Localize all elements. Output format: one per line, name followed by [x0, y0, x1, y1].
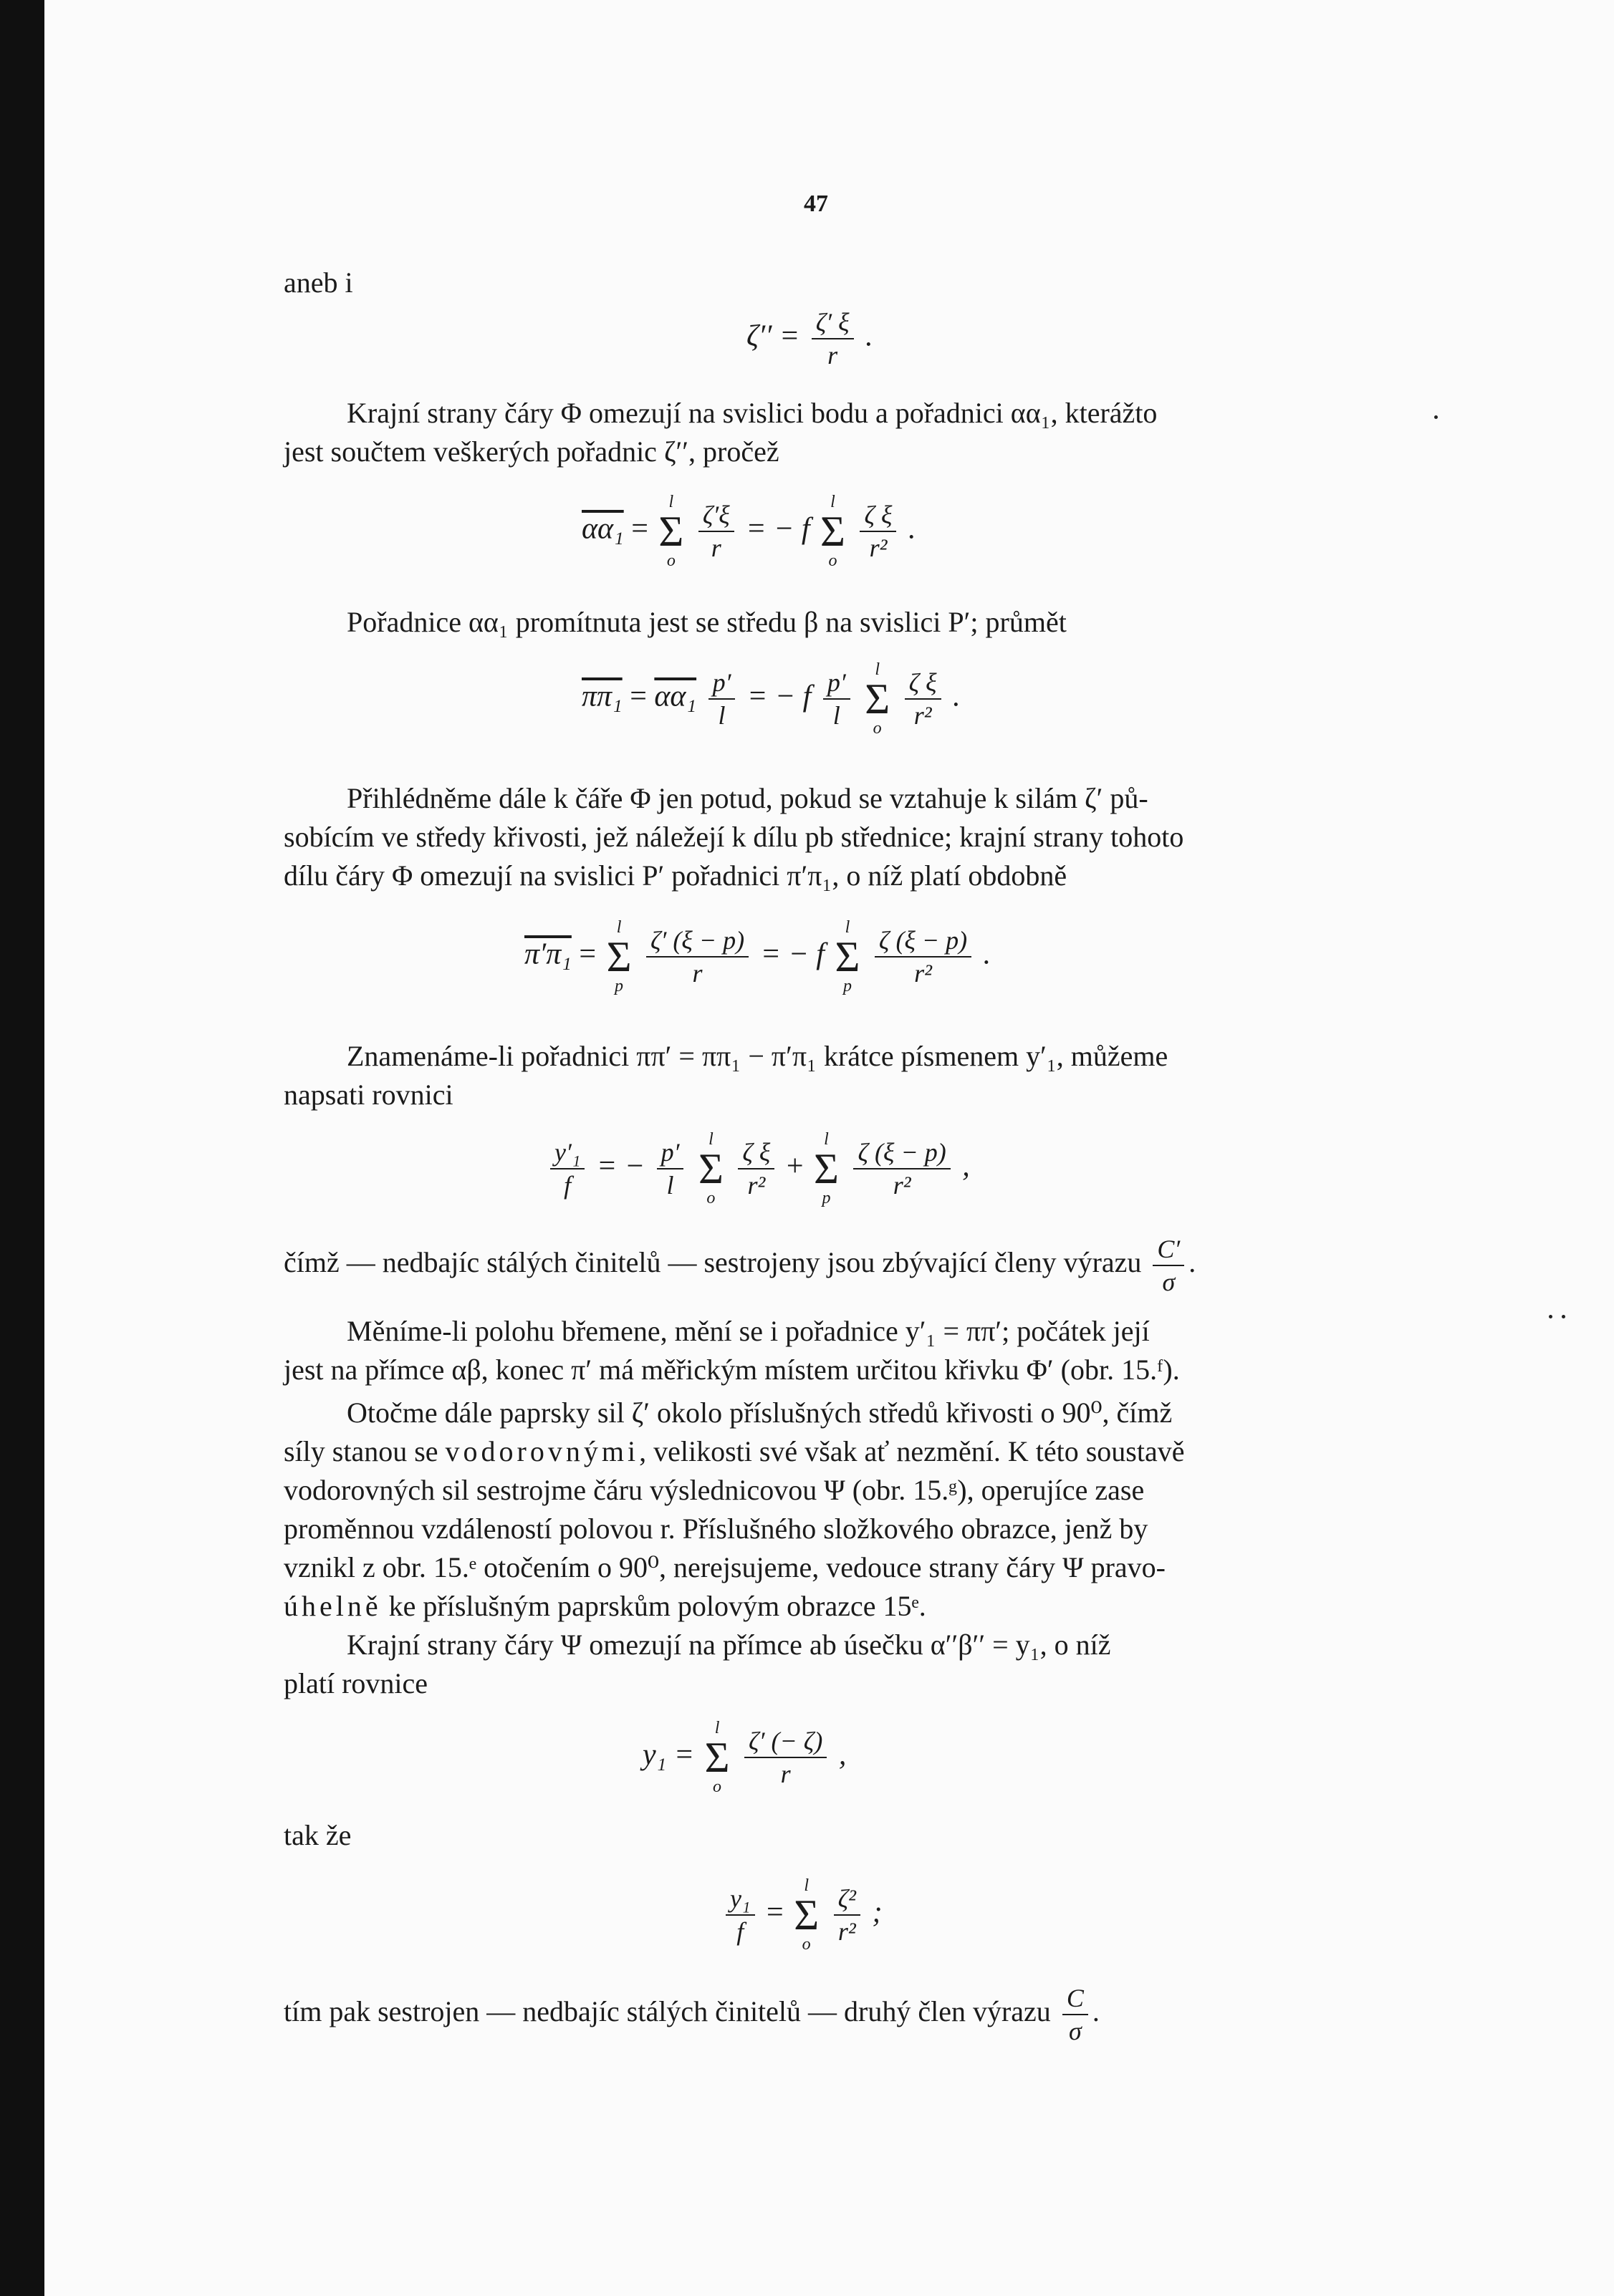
equation-7 [721, 1876, 882, 1954]
eq6-fraction [744, 1725, 827, 1790]
eq3-end: . [953, 680, 961, 713]
eq7-end: ; [872, 1896, 883, 1929]
equation-6 [643, 1719, 846, 1796]
eq6-sum-top: l [714, 1719, 720, 1737]
eq3-aa: αα₁ [654, 680, 697, 713]
equation-4 [524, 918, 991, 995]
paragraph-8-line-2 [284, 1432, 1358, 1471]
eq2-sum-1-bottom: o [666, 551, 676, 570]
eq2-end: . [908, 512, 916, 546]
eq2-mid: = − f [746, 512, 810, 546]
eq3-sum [865, 660, 890, 738]
eq4-sum-1-bottom: p [615, 977, 624, 995]
eq7-sum-top: l [804, 1876, 809, 1895]
eq5-plus: + [786, 1149, 804, 1183]
eq7-sum-bottom: o [802, 1935, 811, 1954]
eq3-mid-1: = [630, 680, 647, 713]
eq1-numerator: ζ′ ξ [812, 307, 854, 339]
eq4-sum-2 [835, 918, 860, 995]
eq5-sum-2-top: l [824, 1130, 829, 1149]
eq5-fraction-3 [853, 1137, 950, 1201]
paragraph-8-line-5: vznikl z obr. 15.ᵉ otočením o 90⁰, nerejsujeme, vedouce strany čáry Ψ pravo- [284, 1551, 1166, 1583]
paragraph-2-line-2: jest součtem veškerých pořadnic ζ′′, pročež [284, 435, 779, 468]
eq1-fraction [812, 307, 854, 371]
eq2-eq: = [631, 512, 648, 546]
eq3-fraction-2 [823, 667, 850, 731]
eq5-numerator-2: ζ ξ [738, 1137, 774, 1169]
sigma-symbol: Σ [698, 1145, 724, 1192]
paragraph-8-line-4: proměnnou vzdáleností polovou r. Příslušného složkového obrazce, jenž by [284, 1513, 1148, 1545]
equation-2 [582, 493, 916, 570]
scan-speck [1549, 1315, 1552, 1318]
paragraph-8-line-3: vodorovných sil sestrojme čáru výslednicovou Ψ (obr. 15.ᵍ), operujíce zase [284, 1474, 1145, 1506]
eq5-denominator-3: r² [893, 1171, 911, 1200]
eq6-sum-bottom: o [713, 1778, 722, 1796]
paragraph-8-line-6 [284, 1587, 1358, 1626]
eq5-fraction-2 [738, 1137, 774, 1201]
eq4-sum-2-top: l [845, 918, 850, 937]
eq2-sum-1 [658, 493, 683, 570]
eq4-sum-1-top: l [616, 918, 622, 937]
paragraph-2-line-1: Krajní strany čáry Φ omezují na svislici bodu a pořadnici αα₁, kterážto [347, 397, 1158, 429]
eq2-sum-1-top: l [668, 493, 674, 511]
paragraph-11-text: tím pak sestrojen — nedbajíc stálých činitelů — druhý člen výrazu [284, 1995, 1051, 2028]
eq5-sum-1-bottom: o [706, 1189, 716, 1207]
sigma-symbol: Σ [835, 933, 860, 980]
eq3-sum-bottom: o [873, 719, 882, 738]
eq2-fraction-1 [698, 499, 734, 564]
eq4-lhs: π′π₁ [524, 937, 572, 971]
eq7-fraction [834, 1883, 860, 1947]
paragraph-4-line-1: Přihlédněme dále k čáře Φ jen potud, pokud se vztahuje k silám ζ′ pů- [347, 782, 1148, 814]
eq4-end: . [983, 937, 991, 971]
eq5-sum-1-top: l [708, 1130, 714, 1149]
eq1-denominator: r [827, 341, 838, 370]
eq4-mid: = − f [760, 937, 825, 971]
eq6-end: , [838, 1738, 847, 1772]
eq4-numerator-1: ζ′ (ξ − p) [646, 925, 749, 958]
eq3-numerator-2: p′ [823, 667, 850, 700]
scan-speck [1434, 415, 1438, 419]
eq7-numerator-0: y₁ [726, 1883, 755, 1916]
eq2-denominator-1: r [711, 534, 721, 562]
p11-fraction [1062, 1982, 1088, 2047]
paragraph-5-line-1: Znamenáme-li pořadnici ππ′ = ππ₁ − π′π₁ krátce písmenem y′₁, můžeme [347, 1040, 1168, 1072]
eq3-sum-top: l [875, 660, 880, 679]
p11-denominator: σ [1068, 2017, 1082, 2045]
eq6-lhs: y₁ = [643, 1738, 695, 1772]
eq7-denominator: r² [837, 1917, 856, 1946]
eq4-denominator-1: r [692, 959, 703, 988]
paragraph-aneb: aneb i [284, 266, 353, 299]
equation-5 [546, 1130, 970, 1207]
eq5-denominator-0: f [564, 1171, 572, 1200]
p8-line2-spaced: vodorovnými [445, 1435, 640, 1467]
eq5-numerator-1: p′ [657, 1137, 684, 1169]
p8-line2-pre: síly stanou se [284, 1435, 438, 1467]
paragraph-5-line-2: napsati rovnici [284, 1079, 453, 1111]
paragraph-7-line-2: jest na přímce αβ, konec π′ má měřickým místem určitou křivku Φ′ (obr. 15.ᶠ). [284, 1354, 1180, 1386]
eq5-denominator-2: r² [747, 1171, 766, 1200]
equation-1 [746, 307, 873, 371]
eq5-sum-2 [814, 1130, 839, 1207]
eq2-denominator-2: r² [869, 534, 888, 562]
eq2-numerator-2: ζ ξ [860, 499, 896, 532]
sigma-symbol: Σ [658, 508, 684, 555]
eq3-mid-2: = − f [746, 680, 812, 713]
eq5-mid: = − [596, 1149, 645, 1183]
sigma-symbol: Σ [606, 933, 632, 980]
p11-end: . [1092, 1995, 1100, 2028]
eq4-numerator-2: ζ (ξ − p) [875, 925, 971, 958]
sigma-symbol: Σ [704, 1734, 730, 1781]
eq5-sum-1 [698, 1130, 724, 1207]
paragraph-6-text: čímž — nedbajíc stálých činitelů — sestrojeny jsou zbývající členy výrazu [284, 1246, 1142, 1279]
eq3-fraction-1 [708, 667, 736, 731]
eq3-denominator-2: l [832, 701, 840, 730]
eq3-numerator-1: p′ [708, 667, 736, 700]
eq3-lhs: ππ₁ [582, 680, 623, 713]
eq4-denominator-2: r² [914, 959, 932, 988]
eq3-denominator-1: l [718, 701, 726, 730]
book-page [44, 0, 1614, 2296]
eq5-numerator-0: y′₁ [550, 1137, 585, 1169]
eq5-end: , [962, 1149, 970, 1183]
eq2-sum-2-top: l [830, 493, 835, 511]
p8-line6-spaced: úhelně [284, 1590, 382, 1622]
eq2-fraction-2 [860, 499, 896, 564]
eq5-denominator-1: l [666, 1171, 674, 1200]
eq2-lhs: αα₁ [582, 512, 624, 546]
p6-fraction [1153, 1233, 1184, 1298]
page-number: 47 [804, 190, 828, 217]
eq2-sum-2 [820, 493, 845, 570]
sigma-symbol: Σ [865, 675, 890, 723]
eq3-denominator-3: r² [913, 701, 932, 730]
paragraph-9-line-1: Krajní strany čáry Ψ omezují na přímce ab úsečku α′′β′′ = y₁, o níž [347, 1629, 1111, 1661]
scan-speck [1562, 1315, 1565, 1318]
paragraph-10: tak že [284, 1819, 352, 1851]
p6-denominator: σ [1162, 1268, 1176, 1296]
p6-end: . [1188, 1246, 1196, 1279]
p11-numerator: C [1062, 1982, 1088, 2015]
eq3-fraction-3 [905, 667, 941, 731]
eq7-numerator: ζ² [834, 1883, 860, 1916]
eq5-fraction-1 [657, 1137, 684, 1201]
paragraph-9-line-2: platí rovnice [284, 1667, 428, 1699]
eq1-lhs: ζ′′ = [746, 319, 800, 353]
paragraph-8-line-1: Otočme dále paprsky sil ζ′ okolo příslušných středů křivosti o 90⁰, čímž [347, 1397, 1173, 1429]
sigma-symbol: Σ [794, 1891, 820, 1939]
sigma-symbol: Σ [820, 508, 845, 555]
p6-numerator: C′ [1153, 1233, 1184, 1266]
eq2-sum-2-bottom: o [828, 551, 837, 570]
paragraph-7-line-1: Měníme-li polohu břemene, mění se i pořadnice y′₁ = ππ′; počátek její [347, 1315, 1150, 1347]
equation-3 [582, 660, 961, 738]
eq6-numerator: ζ′ (− ζ) [744, 1725, 827, 1758]
eq1-end: . [865, 319, 873, 353]
paragraph-6 [284, 1233, 1358, 1298]
eq4-fraction-2 [875, 925, 971, 989]
eq6-denominator: r [780, 1760, 791, 1788]
eq7-fraction-0 [726, 1883, 755, 1947]
eq5-numerator-3: ζ (ξ − p) [853, 1137, 950, 1169]
eq4-sum-1 [607, 918, 632, 995]
eq4-eq: = [579, 937, 597, 971]
eq7-eq: = [767, 1896, 784, 1929]
eq7-denominator-0: f [736, 1917, 744, 1946]
paragraph-3: Pořadnice αα₁ promítnuta jest se středu β na svislici P′; průmět [347, 606, 1067, 638]
paragraph-4-line-2: sobícím ve středy křivosti, jež náležejí k dílu pb střednice; krajní strany tohoto [284, 821, 1184, 853]
sigma-symbol: Σ [814, 1145, 839, 1192]
eq5-sum-2-bottom: p [822, 1189, 831, 1207]
p8-line6-post: ke příslušným paprskům polovým obrazce 15ᵉ. [381, 1590, 926, 1622]
eq3-numerator-3: ζ ξ [905, 667, 941, 700]
eq2-numerator-1: ζ′ξ [698, 499, 734, 532]
paragraph-11 [284, 1982, 1358, 2047]
p8-line2-post: , velikosti své však ať nezmění. K této soustavě [639, 1435, 1185, 1467]
eq4-sum-2-bottom: p [842, 977, 852, 995]
eq7-sum [794, 1876, 819, 1954]
paragraph-4-line-3: dílu čáry Φ omezují na svislici P′ pořadnici π′π₁, o níž platí obdobně [284, 859, 1067, 892]
eq6-sum [705, 1719, 730, 1796]
eq5-fraction-0 [550, 1137, 585, 1201]
eq4-fraction-1 [646, 925, 749, 989]
